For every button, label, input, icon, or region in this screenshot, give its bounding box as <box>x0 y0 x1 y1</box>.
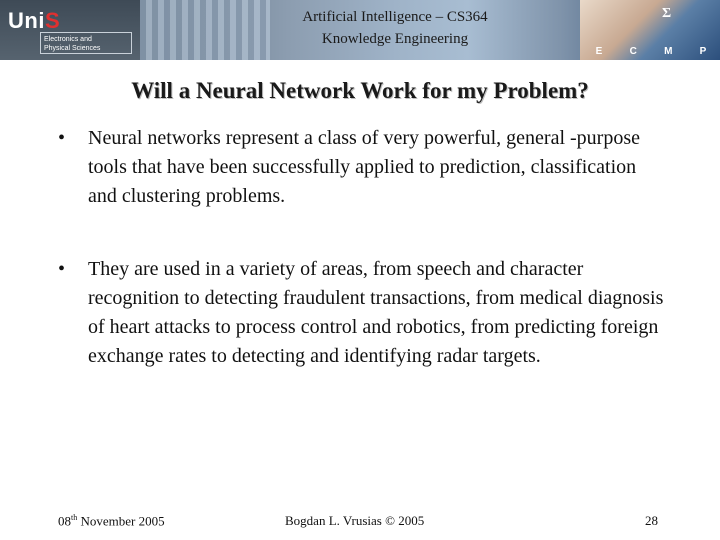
bullet-item <box>58 255 668 371</box>
course-line-1: Artificial Intelligence – CS364 <box>302 9 488 25</box>
bullet-icon: • <box>58 127 66 149</box>
course-title <box>250 6 540 50</box>
dept-letter-p: P <box>699 46 707 57</box>
faculty-line-2: Physical Sciences <box>44 45 101 52</box>
sigma-icon: Σ <box>662 6 672 21</box>
dept-letters <box>582 43 720 60</box>
logo-block <box>0 0 140 60</box>
bullet-text: Neural networks represent a class of very powerful, general -purpose tools that have been successfully applied to prediction, classification and clustering problems. <box>88 127 641 207</box>
page-number: 28 <box>645 513 658 528</box>
bullet-list <box>58 124 668 371</box>
slide-title: Will a Neural Network Work for my Problem? <box>131 78 589 103</box>
course-line-2: Knowledge Engineering <box>321 31 469 47</box>
dept-letter-c: C <box>629 46 637 57</box>
unis-logo: UniS <box>8 8 61 33</box>
bullet-icon: • <box>58 258 66 280</box>
bullet-item <box>58 124 668 211</box>
footer-date: 08th November 2005 <box>58 513 165 529</box>
faculty-line-1: Electronics and <box>44 36 92 43</box>
dept-letter-e: E <box>595 46 603 57</box>
bullet-text: They are used in a variety of areas, from speech and character recognition to detecting fraudulent transactions, from medical diagnosis of heart attacks to process control and robotics, from predicting foreign exchange rates to detecting and identifying radar targets. <box>88 258 664 367</box>
dept-letter-m: M <box>664 46 673 57</box>
faculty-label <box>40 32 132 54</box>
footer-author: Bogdan L. Vrusias © 2005 <box>285 513 425 528</box>
header-banner <box>0 0 720 60</box>
